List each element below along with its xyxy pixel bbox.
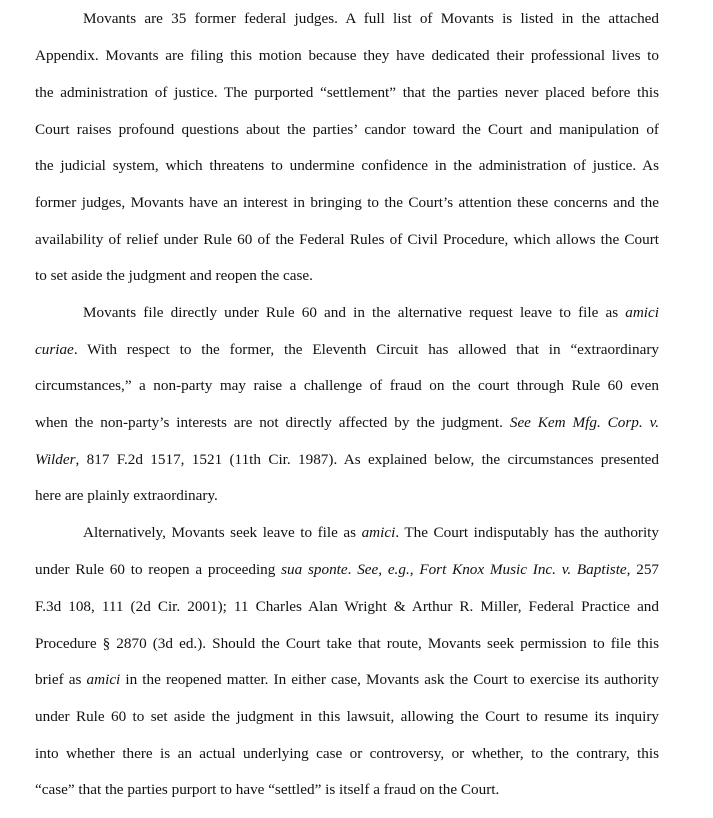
paragraph-3-line-1	[83, 524, 659, 542]
paragraph-1-line-8: to set aside the judgment and reopen the case.	[35, 267, 313, 284]
paragraph-3-line-2	[35, 561, 659, 579]
italic-term: amici	[625, 304, 659, 321]
text-run: under Rule 60 to reopen a proceeding	[35, 561, 282, 578]
case-citation: Wilder	[35, 451, 76, 468]
citation-signal: See, e.g.	[357, 561, 410, 578]
text-run: in the reopened matter. In either case, Movants ask the Court to exercise its authority	[120, 671, 660, 688]
text-run: when the non-party’s interests are not directly affected by the judgment.	[35, 414, 510, 431]
case-citation: Fort Knox Music Inc. v. Baptiste	[419, 561, 627, 578]
paragraph-1-line-1: Movants are 35 former federal judges. A full list of Movants is listed in the attached	[83, 10, 659, 27]
paragraph-3-line-6: under Rule 60 to set aside the judgment in this lawsuit, allowing the Court to resume its inquiry	[35, 708, 659, 725]
paragraph-1-line-5: the judicial system, which threatens to undermine confidence in the administration of justice. As	[35, 157, 659, 174]
text-run: , 817 F.2d 1517, 1521 (11th Cir. 1987). As explained below, the circumstances presented	[75, 451, 659, 468]
text-run: brief as	[35, 671, 87, 688]
paragraph-1-line-3: the administration of justice. The purported “settlement” that the parties never placed before this	[35, 84, 659, 101]
italic-term: amici	[86, 671, 121, 688]
text-run: .	[347, 561, 358, 578]
paragraph-2-line-5	[35, 451, 659, 469]
paragraph-1-line-6: former judges, Movants have an interest in bringing to the Court’s attention these concerns and the	[35, 194, 659, 211]
text-run: Alternatively, Movants seek leave to file as	[83, 524, 362, 541]
text-run: . With respect to the former, the Eleventh Circuit has allowed that in “extraordinary	[73, 341, 659, 358]
text-run: , 257	[626, 561, 660, 578]
paragraph-1-line-2: Appendix. Movants are filing this motion because they have dedicated their professional lives to	[35, 47, 659, 64]
italic-term: amici	[361, 524, 396, 541]
paragraph-1-line-7: availability of relief under Rule 60 of the Federal Rules of Civil Procedure, which allows the Court	[35, 231, 659, 248]
text-run: Movants file directly under Rule 60 and in the alternative request leave to file as	[83, 304, 626, 321]
case-citation: See Kem Mfg. Corp. v.	[509, 414, 659, 431]
paragraph-1-line-4: Court raises profound questions about the parties’ candor toward the Court and manipulation of	[35, 121, 659, 138]
text-run: . The Court indisputably has the authority	[395, 524, 659, 541]
paragraph-3-line-5	[35, 671, 659, 689]
italic-term: sua sponte	[281, 561, 348, 578]
italic-term: curiae	[35, 341, 74, 358]
paragraph-2-line-6: here are plainly extraordinary.	[35, 487, 218, 504]
text-run: ,	[409, 561, 420, 578]
paragraph-2-line-4	[35, 414, 659, 432]
paragraph-3-line-8: “case” that the parties purport to have “settled” is itself a fraud on the Court.	[35, 781, 500, 798]
paragraph-3-line-3: F.3d 108, 111 (2d Cir. 2001); 11 Charles Alan Wright & Arthur R. Miller, Federal Practice and	[35, 598, 659, 615]
paragraph-2-line-1	[83, 304, 659, 322]
paragraph-2-line-3: circumstances,” a non-party may raise a challenge of fraud on the court through Rule 60 even	[35, 377, 659, 394]
paragraph-3-line-4: Procedure § 2870 (3d ed.). Should the Court take that route, Movants seek permission to file this	[35, 635, 659, 652]
paragraph-3-line-7: into whether there is an actual underlying case or controversy, or whether, to the contrary, this	[35, 745, 659, 762]
paragraph-2-line-2	[35, 341, 659, 359]
